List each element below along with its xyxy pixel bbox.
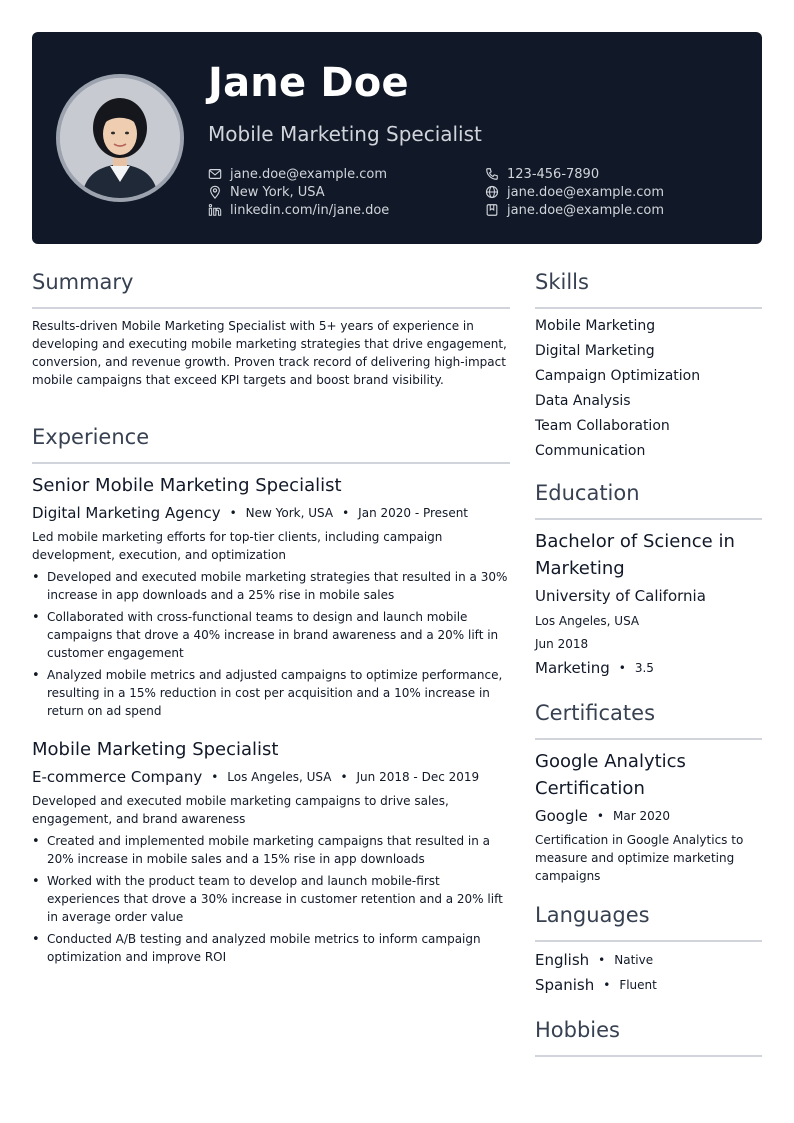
language-level: Fluent bbox=[619, 978, 657, 992]
contact-phone-text: 123-456-7890 bbox=[507, 166, 600, 182]
job-bullet: • Collaborated with cross-functional teams to design and launch mobile campaigns that drove a 40% increase in brand awareness and a 20% lift in customer engagement bbox=[32, 608, 512, 662]
job-company: Digital Marketing Agency bbox=[32, 504, 221, 522]
education-field: Marketing bbox=[535, 659, 610, 677]
experience-divider bbox=[32, 462, 510, 464]
job-location: Los Angeles, USA bbox=[227, 770, 332, 784]
contact-location bbox=[208, 183, 325, 201]
certificate-description: Certification in Google Analytics to measure and optimize marketing campaigns bbox=[535, 833, 744, 883]
certificate-name: Google Analytics Certification bbox=[535, 751, 686, 799]
summary-heading: Summary bbox=[32, 270, 134, 294]
separator-dot: • bbox=[229, 506, 237, 520]
education-gpa: 3.5 bbox=[634, 661, 654, 675]
contact-email-text: jane.doe@example.com bbox=[230, 166, 388, 182]
separator-dot: • bbox=[340, 770, 348, 784]
separator-dot: • bbox=[598, 953, 606, 967]
separator-dot: • bbox=[211, 770, 219, 784]
profile-photo-icon bbox=[60, 78, 180, 198]
certificates-divider bbox=[535, 738, 762, 740]
job-dates: Jun 2018 - Dec 2019 bbox=[356, 770, 480, 784]
education-meta bbox=[535, 659, 654, 677]
job-bullet: • Worked with the product team to develop and launch mobile-first experiences that drove a 30% increase in customer retention and a 20% lift in average order value bbox=[32, 872, 512, 926]
hobbies-heading: Hobbies bbox=[535, 1018, 620, 1042]
language-item bbox=[535, 951, 653, 969]
job-title: Mobile Marketing Specialist bbox=[32, 739, 279, 760]
certificates-heading: Certificates bbox=[535, 701, 656, 725]
certificate-issuer: Google bbox=[535, 807, 588, 825]
globe-icon bbox=[485, 185, 499, 199]
candidate-title: Mobile Marketing Specialist bbox=[208, 122, 482, 146]
contact-email[interactable] bbox=[208, 165, 387, 183]
job-bullets bbox=[32, 568, 512, 724]
education-degree: Bachelor of Science in Marketing bbox=[535, 531, 735, 579]
skill-item: Communication bbox=[535, 443, 646, 459]
contact-website-text: jane.doe@example.com bbox=[507, 184, 665, 200]
education-date: Jun 2018 bbox=[535, 637, 589, 651]
certificate-meta bbox=[535, 807, 670, 825]
skill-item: Campaign Optimization bbox=[535, 368, 701, 384]
contact-location-text: New York, USA bbox=[230, 184, 325, 200]
skills-heading: Skills bbox=[535, 270, 589, 294]
skills-divider bbox=[535, 307, 762, 309]
contact-linkedin[interactable] bbox=[208, 201, 389, 219]
experience-heading: Experience bbox=[32, 425, 150, 449]
language-name: English bbox=[535, 951, 590, 969]
skill-item: Digital Marketing bbox=[535, 343, 655, 359]
job-bullet: • Created and implemented mobile marketing campaigns that resulted in a 20% increase in mobile sales and a 15% rise in app downloads bbox=[32, 832, 512, 868]
separator-dot: • bbox=[596, 809, 604, 823]
separator-dot: • bbox=[342, 506, 350, 520]
summary-text: Results-driven Mobile Marketing Specialist with 5+ years of experience in developing and executing mobile marketing strategies that drive engagement, conversion, and revenue growth. Proven track record of delivering high-impact mobile campaigns that exceed KPI targets and boost brand visibility. bbox=[32, 319, 507, 387]
skill-item: Data Analysis bbox=[535, 393, 631, 409]
job-bullets bbox=[32, 832, 512, 970]
candidate-name: Jane Doe bbox=[208, 60, 409, 106]
contact-linkedin-text: linkedin.com/in/jane.doe bbox=[230, 202, 390, 218]
education-school: University of California bbox=[535, 587, 706, 605]
separator-dot: • bbox=[618, 661, 626, 675]
mail-icon bbox=[208, 167, 222, 181]
contact-extra-email[interactable] bbox=[485, 201, 664, 219]
job-description: Developed and executed mobile marketing campaigns to drive sales, engagement, and brand awareness bbox=[32, 794, 449, 826]
education-heading: Education bbox=[535, 481, 640, 505]
job-title: Senior Mobile Marketing Specialist bbox=[32, 475, 342, 496]
linkedin-icon bbox=[208, 203, 222, 217]
skill-item: Mobile Marketing bbox=[535, 318, 656, 334]
contact-phone[interactable] bbox=[485, 165, 599, 183]
skill-item: Team Collaboration bbox=[535, 418, 670, 434]
profile-photo bbox=[56, 74, 184, 202]
education-divider bbox=[535, 518, 762, 520]
job-bullet: • Developed and executed mobile marketing strategies that resulted in a 30% increase in app downloads and a 25% rise in mobile sales bbox=[32, 568, 512, 604]
job-dates: Jan 2020 - Present bbox=[358, 506, 469, 520]
job-location: New York, USA bbox=[245, 506, 334, 520]
languages-divider bbox=[535, 940, 762, 942]
hobbies-divider bbox=[535, 1055, 762, 1057]
job-company: E-commerce Company bbox=[32, 768, 203, 786]
contact-website[interactable] bbox=[485, 183, 664, 201]
location-icon bbox=[208, 185, 222, 199]
job-description: Led mobile marketing efforts for top-tier clients, including campaign development, execution, and optimization bbox=[32, 530, 443, 562]
languages-heading: Languages bbox=[535, 903, 650, 927]
language-level: Native bbox=[614, 953, 654, 967]
separator-dot: • bbox=[603, 978, 611, 992]
resume-header bbox=[32, 32, 762, 244]
language-name: Spanish bbox=[535, 976, 595, 994]
bookmark-icon bbox=[485, 203, 499, 217]
language-item bbox=[535, 976, 657, 994]
job-bullet: • Conducted A/B testing and analyzed mobile metrics to inform campaign optimization and improve ROI bbox=[32, 930, 512, 966]
contact-extra-email-text: jane.doe@example.com bbox=[507, 202, 665, 218]
certificate-date: Mar 2020 bbox=[612, 809, 670, 823]
education-location: Los Angeles, USA bbox=[535, 614, 640, 628]
job-meta bbox=[32, 768, 479, 786]
phone-icon bbox=[485, 167, 499, 181]
summary-divider bbox=[32, 307, 510, 309]
job-meta bbox=[32, 504, 468, 522]
job-bullet: • Analyzed mobile metrics and adjusted campaigns to optimize performance, resulting in a 15% reduction in cost per acquisition and a 10% increase in return on ad spend bbox=[32, 666, 512, 720]
